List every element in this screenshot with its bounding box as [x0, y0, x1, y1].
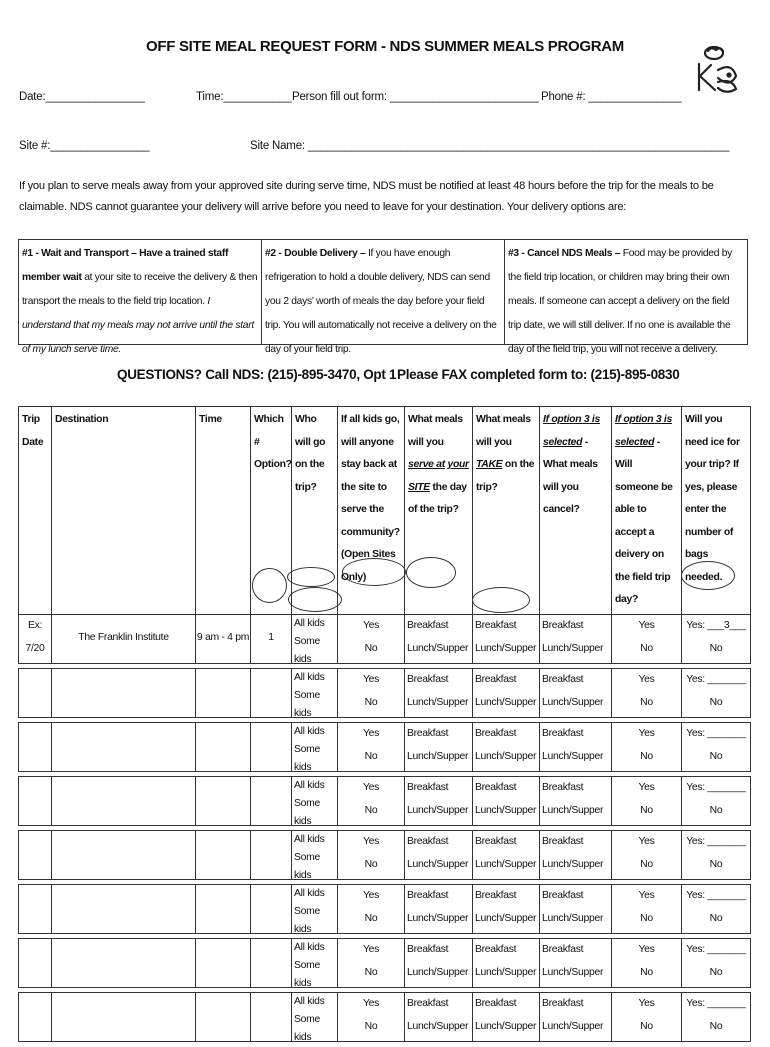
- choice-text: No: [364, 1021, 378, 1032]
- header-trip-date: Trip Date: [19, 407, 52, 615]
- choice-text: All kids: [294, 995, 325, 1007]
- cell-destination[interactable]: [52, 938, 196, 987]
- table-row: [19, 776, 751, 825]
- cell-who[interactable]: [292, 668, 338, 717]
- choice-text: Yes: _______: [686, 944, 746, 955]
- choice-text: Some kids: [294, 1013, 320, 1043]
- choice-text: All kids: [294, 833, 325, 845]
- choice-text: Lunch/Supper: [407, 805, 469, 816]
- choice-text: Breakfast: [407, 836, 449, 847]
- choice-text: Yes: _______: [686, 836, 746, 847]
- choice-text: Breakfast: [475, 674, 517, 685]
- choice-text: Yes: [362, 890, 380, 901]
- choice-text: No: [364, 805, 378, 816]
- choice-text: Some kids: [294, 959, 320, 989]
- cell-stay[interactable]: [338, 938, 405, 987]
- choice-text: Lunch/Supper: [407, 697, 469, 708]
- table-row: [19, 668, 751, 717]
- cell-ice[interactable]: [682, 884, 751, 933]
- cell-stay[interactable]: [338, 776, 405, 825]
- choice-text: No: [640, 805, 653, 816]
- choice-text: Yes: _______: [686, 728, 746, 739]
- cell-take[interactable]: [473, 830, 540, 879]
- choice-text: Lunch/Supper: [407, 859, 469, 870]
- cell-take[interactable]: [473, 938, 540, 987]
- cell-who[interactable]: [292, 830, 338, 879]
- choice-text: Yes: _______: [686, 674, 746, 685]
- delivery-options: [18, 239, 748, 355]
- header-take-on-trip: What meals will you TAKE on the trip?: [473, 407, 540, 615]
- choice-text: Lunch/Supper: [407, 1021, 469, 1032]
- choice-text: Yes: [362, 728, 380, 739]
- cell-ice[interactable]: [682, 992, 751, 1041]
- choice-text: Breakfast: [407, 998, 449, 1009]
- choice-text: No: [364, 697, 378, 708]
- choice-text: Yes: [362, 674, 380, 685]
- option-1: #1 - Wait and Transport – Have a trained staff member wait at your site to receive the delivery & then transport the meals to the field trip location. I understand that my meals may not arrive until the start of my lunch serve time.: [22, 248, 258, 355]
- cell-time[interactable]: [196, 668, 251, 717]
- cell-accept[interactable]: [612, 668, 682, 717]
- choice-text: Lunch/Supper: [475, 805, 537, 816]
- choice-text: Yes: _______: [686, 890, 746, 901]
- cell-destination[interactable]: [52, 668, 196, 717]
- phone-field[interactable]: Phone #: _______________: [541, 91, 682, 103]
- cell-accept[interactable]: [612, 776, 682, 825]
- intro-paragraph: If you plan to serve meals away from your approved site during serve time, NDS must be notified at least 48 hours before the trip for the meals to be claimable. NDS cannot guarantee your delivery will arrive before you need to leave for your destination. Your delivery options are:: [19, 180, 714, 213]
- choice-text: No: [364, 913, 378, 924]
- cell-date[interactable]: [19, 668, 52, 717]
- choice-text: Yes: [638, 728, 655, 739]
- example-stay: Yes No: [338, 614, 405, 663]
- choice-text: Breakfast: [542, 728, 584, 739]
- cell-ice[interactable]: [682, 938, 751, 987]
- person-field[interactable]: Person fill out form: ________________________: [292, 91, 539, 103]
- choice-text: Lunch/Supper: [475, 697, 537, 708]
- cell-cancel[interactable]: [540, 776, 612, 825]
- cell-take[interactable]: [473, 992, 540, 1041]
- header-time: Time: [196, 407, 251, 615]
- choice-text: All kids: [294, 941, 325, 953]
- header-who: Who will go on the trip?: [292, 407, 338, 615]
- cell-destination[interactable]: [52, 992, 196, 1041]
- choice-text: No: [640, 913, 653, 924]
- cell-option[interactable]: [251, 884, 292, 933]
- choice-text: Yes: [638, 890, 655, 901]
- cell-date[interactable]: [19, 722, 52, 771]
- cell-cancel[interactable]: [540, 668, 612, 717]
- site-name-field[interactable]: Site Name: ____________________________________________________________________: [250, 140, 730, 152]
- choice-text: Yes: [638, 998, 655, 1009]
- cell-accept[interactable]: [612, 938, 682, 987]
- fax-number: Please FAX completed form to: (215)-895-0830: [397, 367, 680, 382]
- example-date: Ex: 7/20: [19, 614, 52, 663]
- cell-accept[interactable]: [612, 722, 682, 771]
- cell-destination[interactable]: [52, 776, 196, 825]
- cell-time[interactable]: [196, 992, 251, 1041]
- cell-who[interactable]: [292, 938, 338, 987]
- table-row: [19, 830, 751, 879]
- option-3: #3 - Cancel NDS Meals – Food may be provided by the field trip location, or children may bring their own meals. If someone can accept a delivery on the field trip date, we will still deliver. If no one is available the day of the field trip, you will not receive a delivery.: [504, 240, 747, 344]
- choice-text: No: [709, 1021, 723, 1032]
- table-row: [19, 992, 751, 1041]
- choice-text: No: [364, 967, 378, 978]
- cell-take[interactable]: [473, 884, 540, 933]
- cell-option[interactable]: [251, 776, 292, 825]
- cell-who[interactable]: [292, 722, 338, 771]
- cell-who[interactable]: [292, 884, 338, 933]
- choice-text: Some kids: [294, 743, 320, 773]
- choice-text: Yes: [638, 944, 655, 955]
- choice-text: No: [364, 859, 378, 870]
- cell-time[interactable]: [196, 884, 251, 933]
- example-who: All kids Some kids: [292, 614, 338, 663]
- cell-cancel[interactable]: [540, 938, 612, 987]
- choice-text: Yes: _______: [686, 782, 746, 793]
- cell-destination[interactable]: [52, 722, 196, 771]
- cell-option[interactable]: [251, 722, 292, 771]
- cell-take[interactable]: [473, 776, 540, 825]
- cell-ice[interactable]: [682, 830, 751, 879]
- choice-text: Yes: [362, 998, 380, 1009]
- choice-text: Breakfast: [407, 890, 449, 901]
- choice-text: All kids: [294, 671, 325, 683]
- choice-text: No: [709, 697, 723, 708]
- cell-serve[interactable]: [405, 776, 473, 825]
- choice-text: Yes: _______: [686, 998, 746, 1009]
- cell-accept[interactable]: [612, 992, 682, 1041]
- choice-text: Breakfast: [542, 674, 584, 685]
- choice-text: No: [709, 913, 723, 924]
- choice-text: Yes: [362, 782, 380, 793]
- form-title: OFF SITE MEAL REQUEST FORM - NDS SUMMER MEALS PROGRAM: [146, 38, 624, 55]
- cell-cancel[interactable]: [540, 830, 612, 879]
- header-ice: Will you need ice for your trip? If yes, please enter the number of bags needed.: [682, 407, 751, 615]
- example-row: [19, 614, 751, 663]
- cell-stay[interactable]: [338, 668, 405, 717]
- cell-serve[interactable]: [405, 884, 473, 933]
- choice-text: Breakfast: [407, 728, 449, 739]
- choice-text: No: [364, 751, 378, 762]
- example-ice: Yes: ___3___ No: [682, 614, 751, 663]
- trip-table: [18, 406, 751, 1042]
- cell-ice[interactable]: [682, 668, 751, 717]
- choice-text: Breakfast: [542, 836, 584, 847]
- choice-text: Breakfast: [407, 782, 449, 793]
- cell-who[interactable]: [292, 776, 338, 825]
- choice-text: Breakfast: [475, 836, 517, 847]
- choice-text: Yes: [638, 836, 655, 847]
- date-field[interactable]: Date:________________: [19, 91, 145, 103]
- choice-text: No: [709, 805, 723, 816]
- choice-text: Lunch/Supper: [542, 751, 604, 762]
- cell-time[interactable]: [196, 776, 251, 825]
- cell-date[interactable]: [19, 938, 52, 987]
- choice-text: All kids: [294, 887, 325, 899]
- cell-date[interactable]: [19, 884, 52, 933]
- cell-who[interactable]: [292, 992, 338, 1041]
- example-take: Breakfast Lunch/Supper: [473, 614, 540, 663]
- choice-text: Some kids: [294, 689, 320, 719]
- choice-text: No: [640, 967, 653, 978]
- questions-phone: QUESTIONS? Call NDS: (215)-895-3470, Opt 1: [117, 367, 397, 382]
- choice-text: Breakfast: [475, 998, 517, 1009]
- cell-time[interactable]: [196, 722, 251, 771]
- cell-stay[interactable]: [338, 722, 405, 771]
- cell-accept[interactable]: [612, 884, 682, 933]
- choice-text: Yes: [362, 944, 380, 955]
- cell-time[interactable]: [196, 830, 251, 879]
- choice-text: No: [709, 751, 723, 762]
- cell-date[interactable]: [19, 992, 52, 1041]
- choice-text: All kids: [294, 725, 325, 737]
- choice-text: No: [709, 859, 723, 870]
- cell-accept[interactable]: [612, 830, 682, 879]
- choice-text: Lunch/Supper: [407, 913, 469, 924]
- cell-serve[interactable]: [405, 722, 473, 771]
- header-accept-delivery: If option 3 is selected - Will someone be able to accept a deivery on the field trip day?: [612, 407, 682, 615]
- header-stay-back: If all kids go, will anyone stay back at the site to serve the community? (Open Sites Only): [338, 407, 405, 615]
- time-field[interactable]: Time:___________: [196, 91, 292, 103]
- cell-serve[interactable]: [405, 992, 473, 1041]
- header-serve-at-site: What meals will you serve at your SITE the day of the trip?: [405, 407, 473, 615]
- choice-text: No: [640, 1021, 653, 1032]
- choice-text: Breakfast: [475, 728, 517, 739]
- cell-cancel[interactable]: [540, 992, 612, 1041]
- example-time: 9 am - 4 pm: [196, 614, 251, 663]
- cell-option[interactable]: [251, 938, 292, 987]
- cell-time[interactable]: [196, 938, 251, 987]
- cell-serve[interactable]: [405, 938, 473, 987]
- table-row: [19, 722, 751, 771]
- choice-text: Lunch/Supper: [542, 805, 604, 816]
- cell-serve[interactable]: [405, 668, 473, 717]
- cell-stay[interactable]: [338, 830, 405, 879]
- cell-cancel[interactable]: [540, 722, 612, 771]
- choice-text: No: [640, 859, 653, 870]
- example-accept: Yes No: [612, 614, 682, 663]
- example-serve: Breakfast Lunch/Supper: [405, 614, 473, 663]
- choice-text: Breakfast: [542, 890, 584, 901]
- cell-take[interactable]: [473, 668, 540, 717]
- choice-text: Yes: [638, 674, 655, 685]
- choice-text: Breakfast: [475, 782, 517, 793]
- choice-text: Breakfast: [475, 890, 517, 901]
- cell-date[interactable]: [19, 776, 52, 825]
- cell-stay[interactable]: [338, 992, 405, 1041]
- cell-ice[interactable]: [682, 722, 751, 771]
- choice-text: Yes: [362, 836, 380, 847]
- choice-text: No: [709, 967, 723, 978]
- choice-text: Lunch/Supper: [407, 967, 469, 978]
- header-option: Which # Option?: [251, 407, 292, 615]
- cell-date[interactable]: [19, 830, 52, 879]
- cell-option[interactable]: [251, 830, 292, 879]
- choice-text: Lunch/Supper: [542, 913, 604, 924]
- choice-text: All kids: [294, 779, 325, 791]
- choice-text: Lunch/Supper: [542, 1021, 604, 1032]
- header-destination: Destination: [52, 407, 196, 615]
- choice-text: No: [640, 751, 653, 762]
- choice-text: Lunch/Supper: [475, 967, 537, 978]
- choice-text: Breakfast: [542, 998, 584, 1009]
- choice-text: Lunch/Supper: [542, 859, 604, 870]
- header-cancel-meals: If option 3 is selected - What meals will you cancel?: [540, 407, 612, 615]
- example-option: 1: [251, 614, 292, 663]
- cell-destination[interactable]: [52, 830, 196, 879]
- choice-text: No: [640, 697, 653, 708]
- choice-text: Lunch/Supper: [475, 751, 537, 762]
- choice-text: Breakfast: [407, 944, 449, 955]
- cell-destination[interactable]: [52, 884, 196, 933]
- choice-text: Lunch/Supper: [475, 859, 537, 870]
- cell-ice[interactable]: [682, 776, 751, 825]
- cell-cancel[interactable]: [540, 884, 612, 933]
- choice-text: Yes: [638, 782, 655, 793]
- choice-text: Lunch/Supper: [475, 913, 537, 924]
- option-2: #2 - Double Delivery – If you have enough refrigeration to hold a double delivery, NDS can send you 2 days’ worth of meals the day before your field trip. You will automatically not receive a delivery on the day of your field trip.: [261, 240, 504, 344]
- cell-option[interactable]: [251, 992, 292, 1041]
- choice-text: Breakfast: [542, 782, 584, 793]
- choice-text: Lunch/Supper: [407, 751, 469, 762]
- choice-text: Lunch/Supper: [542, 967, 604, 978]
- table-row: [19, 938, 751, 987]
- cell-option[interactable]: [251, 668, 292, 717]
- choice-text: Lunch/Supper: [542, 697, 604, 708]
- cell-stay[interactable]: [338, 884, 405, 933]
- choice-text: Breakfast: [407, 674, 449, 685]
- cell-take[interactable]: [473, 722, 540, 771]
- example-destination: The Franklin Institute: [52, 614, 196, 663]
- choice-text: Lunch/Supper: [475, 1021, 537, 1032]
- choice-text: Breakfast: [542, 944, 584, 955]
- choice-text: Some kids: [294, 851, 320, 881]
- example-cancel: Breakfast Lunch/Supper: [540, 614, 612, 663]
- cell-serve[interactable]: [405, 830, 473, 879]
- table-row: [19, 884, 751, 933]
- choice-text: Some kids: [294, 797, 320, 827]
- choice-text: Breakfast: [475, 944, 517, 955]
- choice-text: Some kids: [294, 905, 320, 935]
- site-number-field[interactable]: Site #:________________: [19, 140, 150, 152]
- nds-logo-icon: [692, 44, 740, 94]
